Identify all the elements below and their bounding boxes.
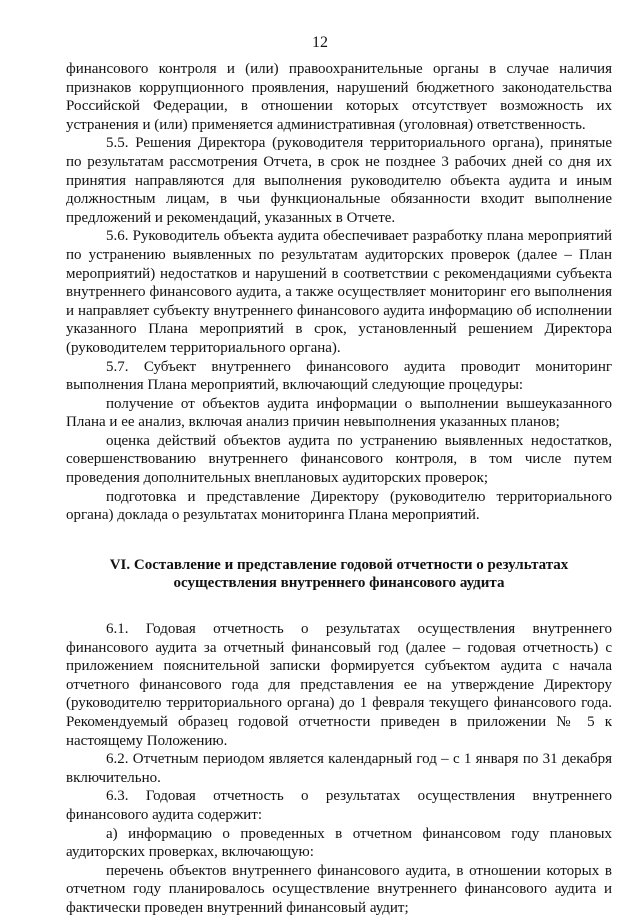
item-a-list-entry: перечень объектов внутреннего финансового аудита, в отношении которых в отчетном году планировалось осуществление внутреннего финансового аудита и фактически проведен внутренний финансовый аудит; [66, 862, 612, 916]
procedure-item-3: подготовка и представление Директору (руководителю территориального органа) доклада о результатах мониторинга Плана мероприятий. [66, 488, 612, 524]
paragraph-6-3: 6.3. Годовая отчетность о результатах осуществления внутреннего финансового аудита содержит: [66, 788, 612, 823]
paragraph-5-5: 5.5. Решения Директора (руководителя территориального органа), принятые по результатам рассмотрения Отчета, в срок не позднее 3 рабочих дней со дня их принятия направляются для выполнения руководителю объекта аудита и иным должностным лицам, в чьи функциональные обязанности входит выполнение предложений и рекомендаций, указанных в Отчете. [66, 135, 612, 226]
paragraph-6-1: 6.1. Годовая отчетность о результатах осуществления внутреннего финансового аудита за отчетный финансовый год (далее – годовая отчетность) с приложением пояснительной записки формируется субъектом аудита с начала отчетного финансового года для представления ее на утверждение Директору (руководителю территориального органа) до 1 февраля текущего финансового года. Рекомендуемый образец годовой отчетности приведен в приложении № 5 к настоящему Положению. [66, 621, 612, 749]
paragraph-continuation: финансового контроля и (или) правоохранительные органы в случае наличия признаков коррупционного проявления, нарушений бюджетного законодательства Российской Федерации, в отношении которых отсутствует возможность их устранения и (или) применяется административная (уголовная) ответственность. [66, 61, 612, 133]
procedure-item-1: получение от объектов аудита информации о выполнении вышеуказанного Плана и ее анализ, включая анализ причин невыполнения указанных планов; [66, 395, 612, 431]
section-heading [66, 556, 612, 593]
section-heading-line-2: осуществления внутреннего финансового аудита [173, 575, 505, 592]
paragraph-6-2: 6.2. Отчетным периодом является календарный год – с 1 января по 31 декабря включительно. [66, 751, 612, 786]
item-a: а) информацию о проведенных в отчетном финансовом году плановых аудиторских проверках, включающую: [66, 825, 612, 861]
document-body [66, 60, 612, 918]
page-number: 12 [312, 34, 328, 51]
paragraph-5-6: 5.6. Руководитель объекта аудита обеспечивает разработку плана мероприятий по устранению выявленных по результатам аудиторских проверок (далее – План мероприятий) недостатков и нарушений в соответствии с рекомендациями субъекта внутреннего финансового аудита, а также осуществляет мониторинг его выполнения и направляет субъекту внутреннего финансового аудита информацию об исполнении указанного Плана мероприятий в срок, установленный решением Директора (руководителем территориального органа). [66, 228, 612, 356]
paragraph-5-7: 5.7. Субъект внутреннего финансового аудита проводит мониторинг выполнения Плана мероприятий, включающий следующие процедуры: [66, 358, 612, 394]
section-heading-line-1: VI. Составление и представление годовой отчетности о результатах [109, 556, 569, 573]
procedure-item-2: оценка действий объектов аудита по устранению выявленных недостатков, совершенствованию внутреннего финансового контроля, в том числе путем проведения дополнительных внеплановых аудиторских проверок; [66, 432, 612, 487]
